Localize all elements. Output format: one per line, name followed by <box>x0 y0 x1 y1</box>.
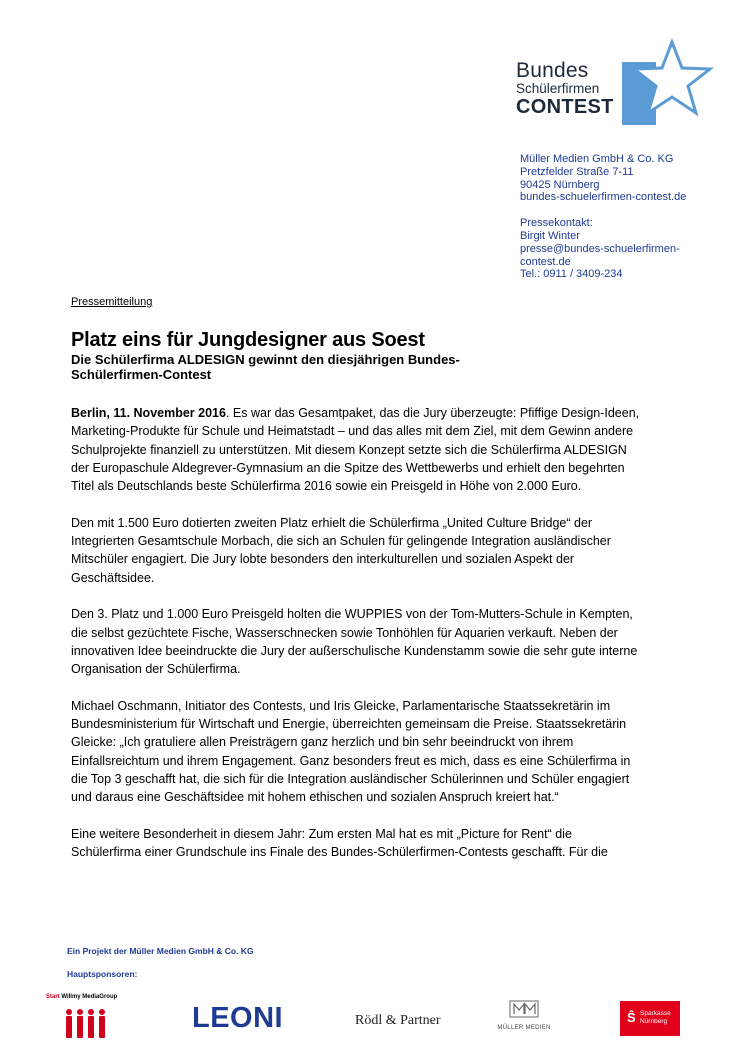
mm-icon <box>509 1000 539 1018</box>
press-contact-label: Pressekontakt: <box>520 217 593 230</box>
star-icon <box>630 38 714 118</box>
press-contact-name: Birgit Winter <box>520 229 580 242</box>
mm-name: MÜLLER MEDIEN <box>497 1025 551 1031</box>
logo-line-3: CONTEST <box>516 95 614 118</box>
company-name: Müller Medien GmbH & Co. KG <box>520 153 674 165</box>
paragraph-5: Eine weitere Besonderheit in diesem Jahr: Zum ersten Mal hat es mit „Picture for Rent“ die Schülerfirma einer Grundschule ins Finale des Bundes-Schülerfirmen-Contests geschafft. Für die <box>71 826 608 860</box>
paragraph-2: Den mit 1.500 Euro dotierten zweiten Platz erhielt die Schülerfirma „United Culture Bridge“ der Integrierten Gesamtschule Morbach, die sich an Schulen für gelingende Integration ausländischer Mitschüler engagiert. Die Jury lobte besonders den interkulturellen und sozialen Aspekt der Geschäftsidee. <box>71 515 611 585</box>
contest-logo <box>512 38 712 134</box>
paragraph-3: Den 3. Platz und 1.000 Euro Preisgeld holten die WUPPIES von der Tom-Mutters-Schule in Kempten, die selbst gezüchtete Fische, Wasserschnecken sowie Tonhöhlen für Aquarien verkauft. Neben der innovativen Idee beeindruckte die Jury der außerschulische Kundenstamm sowie die sehr gute interne Organisation der Schülerfirma. <box>71 607 638 677</box>
document-type: Pressemitteilung <box>71 296 153 308</box>
press-phone: Tel.: 0911 / 3409-234 <box>520 268 623 281</box>
sparkasse-line-2: Nürnberg <box>640 1018 668 1025</box>
paragraph-1-text: . Es war das Gesamtpaket, das die Jury überzeugte: Pfiffige Design-Ideen, Marketing-Produkte für Schule und Heimatstadt – und das alles mit dem Ziel, mit dem Gewinn andere Schulprojekte finanziell zu unterstützen. Mit diesem Konzept setzte sich die Schülerfirma ALDESIGN der Europaschule Aldegrever-Gymnasium an die Spitze des Wettbewerbs und erhielt den begehrten Titel als Deutschlands beste Schülerfirma 2016 sowie ein Preisgeld in Höhe von 2.000 Euro. <box>71 406 640 494</box>
press-email-line-1[interactable]: presse@bundes-schuelerfirmen- <box>520 242 680 255</box>
footer-sponsors-label: Hauptsponsoren: <box>67 969 138 979</box>
company-city: 90425 Nürnberg <box>520 178 600 191</box>
page-subtitle: Die Schülerfirma ALDESIGN gewinnt den diesjährigen Bundes-Schülerfirmen-Contest <box>71 352 460 382</box>
sparkasse-icon: Ŝ <box>627 1010 636 1025</box>
company-street: Pretzfelder Straße 7-11 <box>520 165 634 178</box>
sparkasse-logo <box>620 1001 680 1036</box>
company-website[interactable]: bundes-schuelerfirmen-contest.de <box>520 191 687 204</box>
people-icon <box>64 1008 108 1040</box>
willmy-logo <box>46 994 128 1046</box>
dateline: Berlin, 11. November 2016 <box>71 406 226 420</box>
roedl-logo: Rödl & Partner <box>355 1013 441 1028</box>
article-body <box>71 404 643 880</box>
willmy-name: Willmy MediaGroup <box>61 994 118 1000</box>
sparkasse-line-1: Sparkasse <box>640 1010 671 1017</box>
footer-project: Ein Projekt der Müller Medien GmbH & Co. KG <box>67 946 254 956</box>
page-title: Platz eins für Jungdesigner aus Soest <box>71 329 425 351</box>
press-email-line-2[interactable]: contest.de <box>520 255 571 268</box>
mueller-medien-logo <box>494 1000 554 1031</box>
paragraph-4: Michael Oschmann, Initiator des Contests, und Iris Gleicke, Parlamentarische Staatssekretärin im Bundesministerium für Wirtschaft und Energie, überreichten gemeinsam die Preise. Staatssekretärin Gleicke: „Ich gratuliere allen Preisträgern ganz herzlich und bin sehr beeindruckt von ihrem Einfallsreichtum und ihrem Engagement. Ganz besonders freut es mich, dass es eine Schülerfirma in die Top 3 geschafft hat, die sich für die Integration ausländischer Schülerinnen und Schüler engagiert und daraus eine Geschäftsidee mit hohem ethischen und sozialen Anspruch kreiert hat.“ <box>71 698 631 805</box>
paragraph-1 <box>71 404 643 495</box>
contact-block <box>520 153 735 281</box>
leoni-logo: LEONI <box>192 1002 284 1034</box>
logo-line-1: Bundes <box>516 59 589 82</box>
logo-line-2: Schülerfirmen <box>516 81 600 96</box>
willmy-start: Start <box>46 994 60 1000</box>
